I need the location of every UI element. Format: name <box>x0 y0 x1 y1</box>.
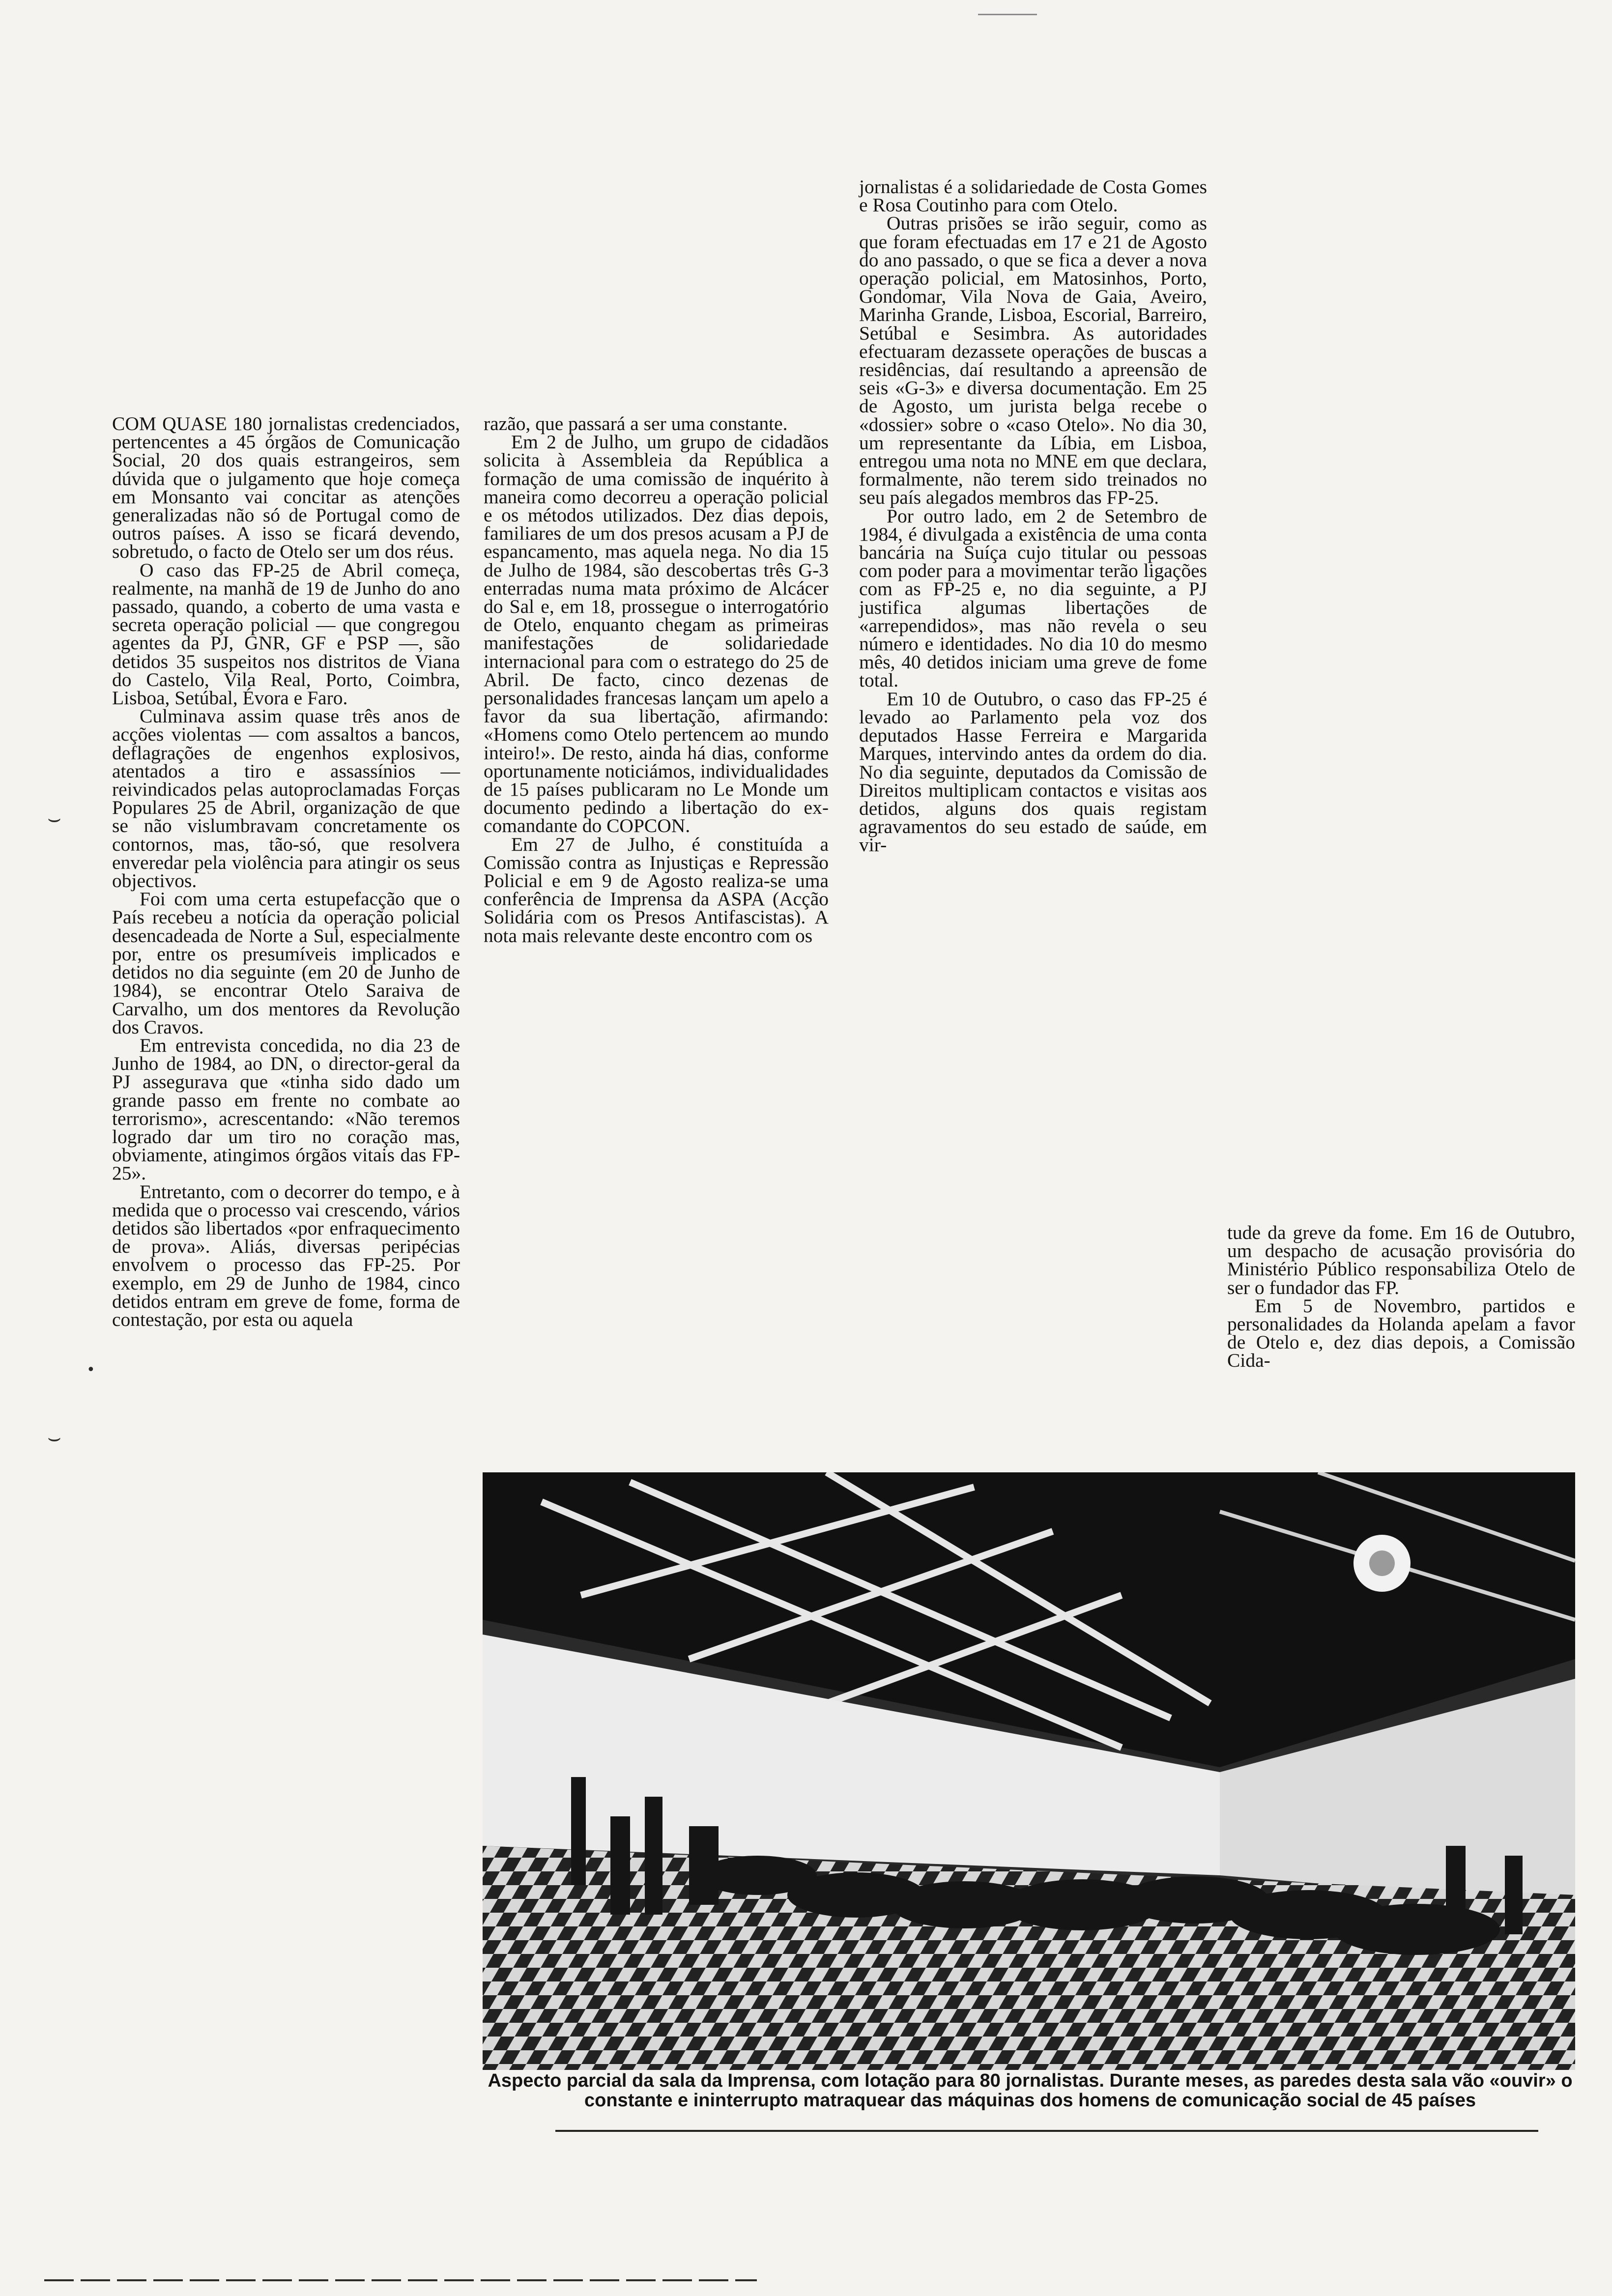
paragraph: jornalistas é a solidariedade de Costa Gomes e Rosa Coutinho para com Otelo. <box>859 176 1207 216</box>
top-rule <box>978 14 1037 15</box>
paragraph: Em 27 de Julho, é constituída a Comissão contra as Injustiças e Repressão Policial e em 9 de Agosto realiza-se uma conferência de Imprensa da ASPA (Acção Solidária com os Presos Antifascistas). A nota mais relevante deste encontro com os <box>484 833 829 947</box>
article-column-2 <box>484 415 829 945</box>
article-column-4 <box>1227 1224 1575 1370</box>
margin-mark: ⌣ <box>47 1425 61 1450</box>
article-column-3 <box>859 178 1207 855</box>
paragraph: razão, que passará a ser uma constante. <box>484 413 788 434</box>
paragraph: Em 10 de Outubro, o caso das FP-25 é levado ao Parlamento pela voz dos deputados Hasse Ferreira e Margarida Marques, intervindo antes da ordem do dia. No dia seguinte, deputados da Comissão de Direitos multiplicam contactos e visitas aos detidos, alguns dos quais registam agravamentos do seu estado de saúde, em vir- <box>859 688 1207 856</box>
footer-rule <box>44 2279 757 2281</box>
paragraph: Em entrevista concedida, no dia 23 de Junho de 1984, ao DN, o director-geral da PJ assegurava que «tinha sido dado um grande passo em frente no combate ao terrorismo», acrescentando: «Não teremos logrado dar um tiro no coração mas, obviamente, atingimos órgãos vitais das FP-25». <box>112 1034 460 1184</box>
paragraph: COM QUASE 180 jornalistas credenciados, pertencentes a 45 órgãos de Comunicação Social, 20 dos quais estrangeiros, sem dúvida que o julgamento que hoje começa em Monsanto vai concitar as atenções generalizadas não só de Portugal como de outros países. A isso se ficará devendo, sobretudo, o facto de Otelo ser um dos réus. <box>112 413 460 563</box>
paragraph: Culminava assim quase três anos de acções violentas — com assaltos a bancos, deflagrações de engenhos explosivos, atentados a tiro e assassínios — reivindicados pelas autoproclamadas Forças Populares 25 de Abril, organização de que se não vislumbravam concretamente os contornos, mas, tão-só, que resolvera enveredar pela violência para atingir os seus objectivos. <box>112 705 460 892</box>
press-room-photo-image <box>483 1472 1575 2070</box>
paragraph: O caso das FP-25 de Abril começa, realmente, na manhã de 19 de Junho do ano passado, quando, a coberto de uma vasta e secreta operação policial — que congregou agentes da PJ, GNR, GF e PSP —, são detidos 35 suspeitos nos distritos de Viana do Castelo, Vila Real, Porto, Coimbra, Lisboa, Setúbal, Évora e Faro. <box>112 559 460 709</box>
paragraph: Entretanto, com o decorrer do tempo, e à medida que o processo vai crescendo, vários detidos são libertados «por enfraquecimento de prova». Aliás, diversas peripécias envolvem o processo das FP-25. Por exemplo, em 29 de Junho de 1984, cinco detidos entram em greve de fome, forma de contestação, por esta ou aquela <box>112 1180 460 1330</box>
paragraph: Por outro lado, em 2 de Setembro de 1984, é divulgada a existência de uma conta bancária na Suíça cujo titular ou pessoas com poder para a movimentar terão ligações com as FP-25 e, no dia seguinte, a PJ justifica algumas libertações de «arrependidos», mas não revela o seu número e identidades. No dia 10 do mesmo mês, 40 detidos iniciam uma greve de fome total. <box>859 505 1207 691</box>
bottom-rule <box>555 2130 1538 2132</box>
article-column-1 <box>112 415 460 1329</box>
paragraph: Em 2 de Julho, um grupo de cidadãos solicita à Assembleia da República a formação de uma comissão de inquérito à maneira como decorreu a operação policial e os métodos utilizados. Dez dias depois, familiares de um dos presos acusam a PJ de espancamento, mas aquela nega. No dia 15 de Julho de 1984, são descobertas três G-3 enterradas numa mata próximo de Alcácer do Sal e, em 18, prossegue o interrogatório de Otelo, enquanto chegam as primeiras manifestações de solidariedade internacional para com o estratego do 25 de Abril. De facto, cinco dezenas de personalidades francesas lançam um apelo a favor da sua libertação, afirmando: «Homens como Otelo pertencem ao mundo inteiro!». De resto, ainda há dias, conforme oportunamente noticiámos, individualidades de 15 países publicaram no Le Monde um documento pedindo a libertação do ex-comandante do COPCON. <box>484 431 829 837</box>
paragraph: Foi com uma certa estupefacção que o País recebeu a notícia da operação policial desencadeada de Norte a Sul, especialmente por, entre os presumíveis implicados e detidos no dia seguinte (em 20 de Junho de 1984), se encontrar Otelo Saraiva de Carvalho, um dos mentores da Revolução dos Cravos. <box>112 888 460 1038</box>
paragraph: Em 5 de Novembro, partidos e personalidades da Holanda apelam a favor de Otelo e, dez dias depois, a Comissão Cida- <box>1227 1294 1575 1372</box>
bullet-mark: • <box>86 1361 95 1378</box>
margin-mark: ⌣ <box>47 806 61 831</box>
paragraph: tude da greve da fome. Em 16 de Outubro, um despacho de acusação provisória do Ministério Público responsabiliza Otelo de ser o fundador das FP. <box>1227 1222 1575 1298</box>
paragraph: Outras prisões se irão seguir, como as que foram efectuadas em 17 e 21 de Agosto do ano passado, o que se fica a dever a nova operação policial, em Matosinhos, Porto, Gondomar, Vila Nova de Gaia, Aveiro, Marinha Grande, Lisboa, Escorial, Barreiro, Setúbal e Sesimbra. As autoridades efectuaram dezassete operações de buscas a residências, daí resultando a apreensão de seis «G-3» e diversa documentação. Em 25 de Agosto, um jurista belga recebe o «dossier» sobre o «caso Otelo». No dia 30, um representante da Líbia, em Lisboa, entregou uma nota no MNE em que declara, formalmente, não terem sido treinados no seu país alegados membros das FP-25. <box>859 212 1207 509</box>
press-room-photo <box>483 1472 1575 2070</box>
photo-caption: Aspecto parcial da sala da Imprensa, com lotação para 80 jornalistas. Durante meses, as paredes desta sala vão «ouvir» o constante e ininterrupto matraquear das máquinas dos homens de comunicação social de 45 países <box>488 2070 1573 2111</box>
